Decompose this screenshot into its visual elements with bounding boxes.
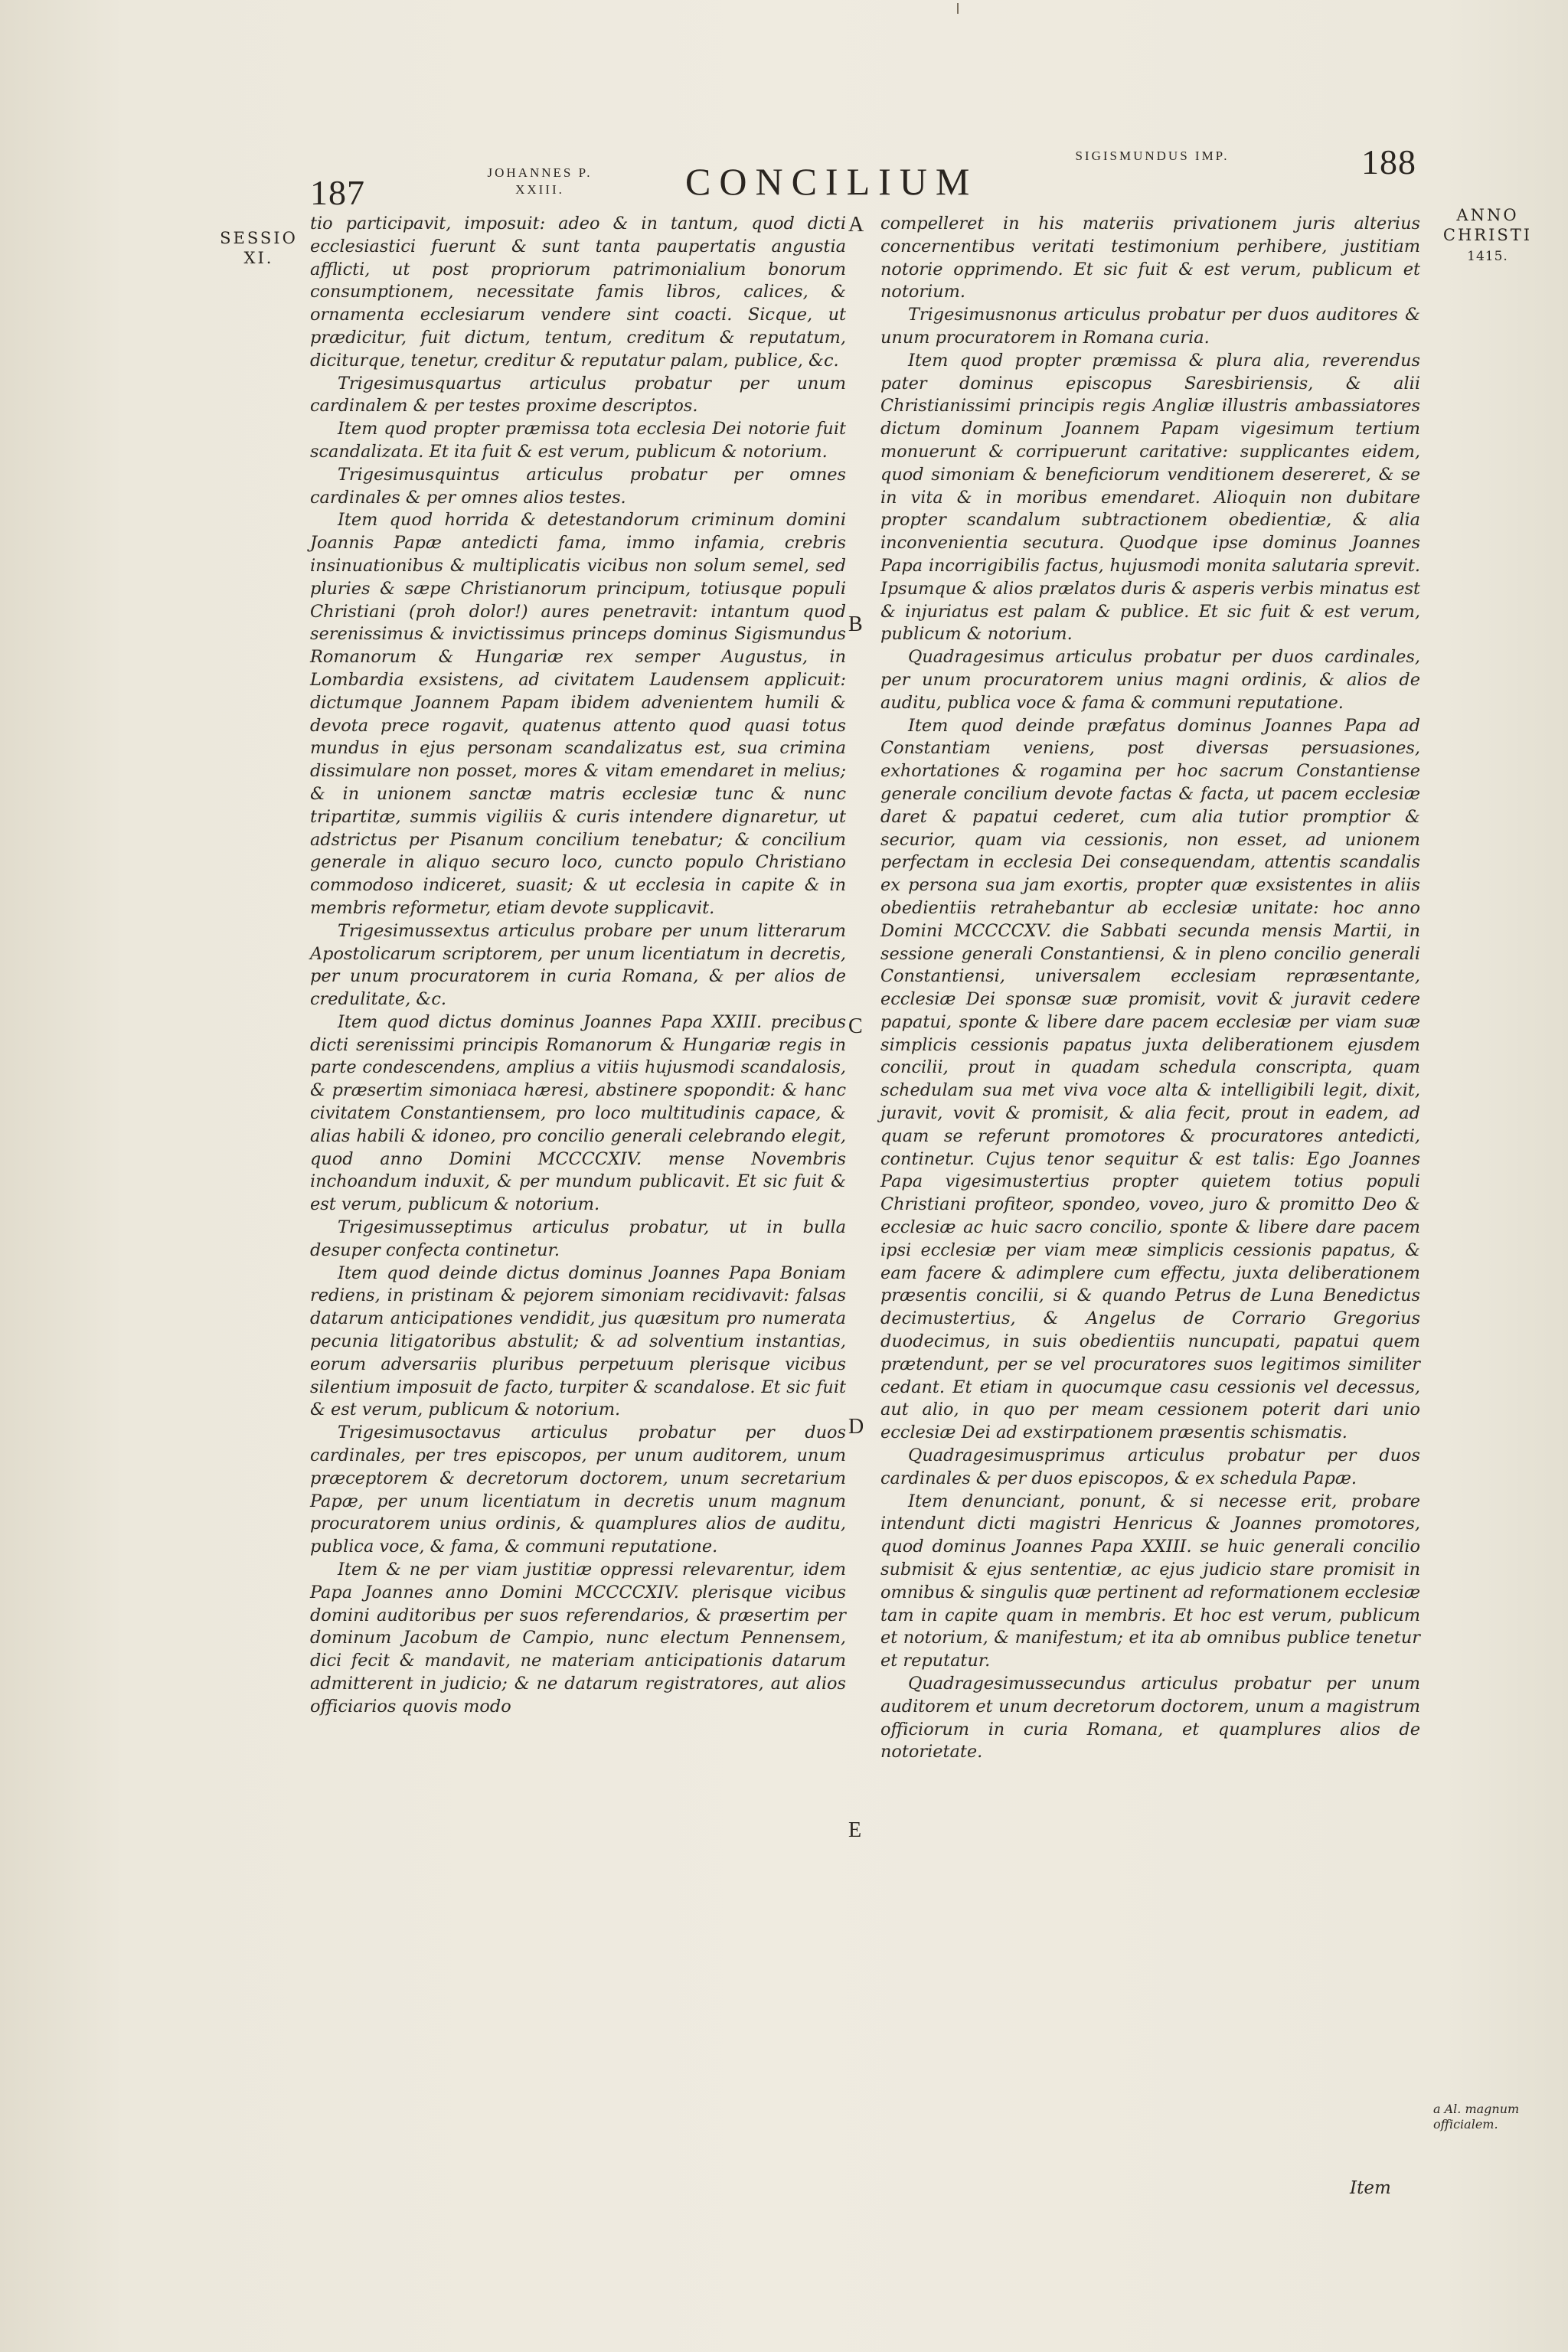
paragraph: Trigesimusoctavus articulus probatur per duos cardinales, per tres episcopos, per unum auditorem, unum præceptorem & decretorum doctorem, unum secretarium Papæ, per unum licentiatum in decretis unum magnum procuratorem unius ordinis, & quamplures alios de auditu, publica voce, & fama, & communi reputatione. — [310, 1423, 846, 1557]
paragraph: Item quod deinde dictus dominus Joannes Papa Boniam rediens, in pristinam & pejorem simoniam recidivavit: falsas datarum anticipationes vendidit, jus quæsitum pro numerata pecunia litigatoribus abstulit; & ad solventium instantias, eorum adversariis pluribus perpetuum plerisque vicibus silentium imposuit de facto, turpiter & scandalose. Et sic fuit & est verum, publicum & notorium. — [310, 1263, 846, 1420]
anno-margin-label — [1430, 205, 1545, 266]
sessio-margin-label — [205, 228, 312, 268]
paragraph: Quadragesimusprimus articulus probatur per duos cardinales & per duos episcopos, & ex schedula Papæ. — [880, 1446, 1420, 1488]
section-mark-d: D — [848, 1415, 864, 1439]
right-text-column — [880, 213, 1420, 1764]
section-mark-b: B — [848, 612, 863, 636]
paragraph: Trigesimussextus articulus probare per unum litterarum Apostolicarum scriptorem, per unum licentiatum in decretis, per unum procuratorem in curia Romana, & per alios de credulitate, &c. — [310, 920, 846, 1010]
paragraph: Item & ne per viam justitiæ oppressi relevarentur, idem Papa Joannes anno Domini MCCCCXIV. plerisque vicibus domini auditoribus per suos referendarios, & præsertim per dominum Jacobum de Campio, nunc electum Pennensem, dici fecit & mandavit, ne materiam anticipationis datarum admitterent in judicio; & ne datarum registratores, aut alios officiarios quovis modo — [310, 1560, 846, 1717]
paragraph: Quadragesimussecundus articulus probatur per unum auditorem et unum decretorum doctorem, unum a magistrum officiorum in curia Romana, et quamplures alios de notorietate. — [880, 1674, 1420, 1762]
right-running-head: SIGISMUNDUS IMP. — [1075, 149, 1230, 163]
section-mark-e: E — [848, 1818, 862, 1842]
paragraph: Item quod propter præmissa & plura alia, reverendus pater dominus episcopus Saresbiriensis, & alii Christianissimi principis regis Angliæ illustris ambassiatores dictum dominum Joannem Papam vigesimum tertium monuerunt & corripuerunt caritative: supplicantes eidem, quod simoniam & beneficiorum venditionem desereret, & se in vita & in moribus emendaret. Alioquin non dubitare propter scandalum subtractionem obedientiæ, & alia inconvenientia secutura. Quodque ipse dominus Joannes Papa incorrigibilis factus, hujusmodi monita salutaria sprevit. Ipsumque & alios prælatos duris & asperis verbis minatus est & injuriatus est palam & publice. Et sic fuit & est verum, publicum & notorium. — [880, 350, 1420, 645]
anno-label: ANNO — [1456, 206, 1519, 224]
paragraph: Trigesimusseptimus articulus probatur, ut in bulla desuper confecta continetur. — [310, 1217, 846, 1260]
page-title: CONCILIUM — [685, 160, 978, 203]
left-page-number: 187 — [310, 173, 365, 212]
paragraph: Item quod propter præmissa tota ecclesia Dei notorie fuit scandalizata. Et ita fuit & est verum, publicum & notorium. — [310, 419, 846, 462]
paragraph: Item quod horrida & detestandorum criminum domini Joannis Papæ antedicti fama, immo infamia, crebris insinuationibus & multiplicatis vicibus non solum semel, sed pluries & sæpe Christianorum principum, totiusque populi Christiani (proh dolor!) aures penetravit: intantum quod serenissimus & invictissimus princeps dominus Sigismundus Romanorum & Hungariæ rex semper Augustus, in Lombardia exsistens, ad civitatem Laudensem applicuit: dictumque Joannem Papam ibidem advenientem humili & devota prece rogavit, quatenus attento quod quasi totus mundus in ejus personam scandalizatus est, sua crimina dissimulare non posset, mores & vitam emendaret in melius; & in unionem sanctæ matris ecclesiæ tunc & nunc tripartitæ, summis vigiliis & curis intendere dignaretur, ut adstrictus per Pisanum concilium tenebatur; & concilium generale in aliquo securo loco, cuncto populo Christiano commodoso indiceret, suasit; & ut ecclesia in capite & in membris reformetur, etiam devote supplicavit. — [310, 510, 846, 918]
catchword: Item — [1350, 2178, 1391, 2198]
sessio-label: SESSIO — [220, 229, 298, 247]
left-text-column — [310, 213, 846, 1719]
paragraph: compelleret in his materiis privationem juris alterius concernentibus veritati testimonium perhibere, justitiam notorie opprimendo. Et sic fuit & est verum, publicum et notorium. — [880, 214, 1420, 302]
paragraph: Item quod deinde præfatus dominus Joannes Papa ad Constantiam veniens, post diversas persuasiones, exhortationes & rogamina per hoc sacrum Constantiense generale concilium devote factas & facta, ut pacem ecclesiæ daret & papatui cederet, cum alia tutior promptior & securior, quam via cessionis, non esset, ad unionem perfectam in ecclesia Dei consequendam, attentis scandalis ex persona sua jam exortis, propter quæ exsistentes in aliis obedientiis retrahebantur ab ecclesiæ unitate: hoc anno Domini MCCCCXV. die Sabbati secunda mensis Martii, in sessione generali Constantiensi, & in pleno concilio generali Constantiensi, universalem ecclesiam repræsentante, ecclesiæ Dei sponsæ suæ promisit, vovit & juravit cedere papatui, sponte & libere dare pacem ecclesiæ per viam suæ simplicis cessionis papatus juxta deliberationem ejusdem concilii, prout in quadam schedula conscripta, quam schedulam sua met viva voce alta & intelligibili legit, dixit, juravit, vovit & promisit, & alia fecit, prout in eadem, ad quam se referunt promotores & procuratores antedicti, continetur. Cujus tenor sequitur & est talis: Ego Joannes Papa vigesimustertius propter quietem totius populi Christiani profiteor, spondeo, voveo, juro & promitto Deo & ecclesiæ ac huic sacro concilio, sponte & libere dare pacem ipsi ecclesiæ per viam meæ simplicis cessionis papatus, & eam facere & adimplere cum effectu, juxta deliberationem præsentis concilii, si & quando Petrus de Luna Benedictus decimustertius, & Angelus de Corrario Gregorius duodecimus, in suis obedientiis nuncupati, papatui quem prætendunt, per se vel procuratores suos legitimos similiter cedant. Et etiam in quocumque casu cessionis vel decessus, aut alio, in quo per meam cessionem poterit dari unio ecclesiæ Dei ad exstirpationem præsentis schismatis. — [880, 715, 1420, 1443]
paragraph: Quadragesimus articulus probatur per duos cardinales, per unum procuratorem unius magni ordinis, & alios de auditu, publica voce & fama & communi reputatione. — [880, 647, 1420, 713]
year-label: 1415. — [1467, 249, 1508, 264]
marginal-note: a Al. magnum officialem. — [1433, 2102, 1520, 2132]
paragraph: Trigesimusnonus articulus probatur per duos auditores & unum procuratorem in Romana curia. — [880, 305, 1420, 348]
right-page-number: 188 — [1361, 142, 1416, 181]
paragraph: Trigesimusquintus articulus probatur per omnes cardinales & per omnes alios testes. — [310, 464, 846, 508]
paragraph: tio participavit, imposuit: adeo & in tantum, quod dicti ecclesiastici fuerunt & sunt tanta paupertatis angustia afflicti, ut post propriorum patrimonialium bonorum consumptionem, necessitate famis libros, calices, & ornamenta ecclesiarum vendere sint coacti. Sicque, ut prædicitur, fuit dictum, tentum, creditum & reputatum, diciturque, tenetur, creditur & reputatur palam, publice, &c. — [310, 214, 846, 371]
paragraph: Item denunciant, ponunt, & si necesse erit, probare intendunt dicti magistri Henricus & Joannes promotores, quod dominus Joannes Papa XXIII. se huic generali concilio submisit & ejus sententiæ, ac ejus judicio stare promisit in omnibus & singulis quæ pertinent ad reformationem ecclesiæ tam in capite quam in membris. Et hoc est verum, publicum et notorium, & manifestum; et ita ab omnibus publice tenetur et reputatur. — [880, 1491, 1420, 1671]
left-running-head: JOHANNES P. XXIII. — [487, 165, 593, 197]
section-mark-a: A — [848, 213, 864, 237]
ink-speck — [957, 3, 959, 14]
christi-label: CHRISTI — [1442, 226, 1533, 244]
running-header — [0, 142, 1568, 211]
section-mark-c: C — [848, 1014, 863, 1038]
paragraph: Item quod dictus dominus Joannes Papa XXIII. precibus dicti serenissimi principis Romanorum & Hungariæ regis in parte condescendens, amplius a vitiis hujusmodi scandalosis, & præsertim simoniaca hæresi, abstinere spopondit: & hanc civitatem Constantiensem, pro loco multitudinis capace, & alias habili & idoneo, pro concilio generali celebrando elegit, quod anno Domini MCCCCXIV. mense Novembris inchoandum induxit, & per mundum publicavit. Et sic fuit & est verum, publicum & notorium. — [310, 1011, 846, 1215]
paragraph: Trigesimusquartus articulus probatur per unum cardinalem & per testes proxime descriptos. — [310, 373, 846, 416]
sessio-number: XI. — [243, 249, 274, 267]
